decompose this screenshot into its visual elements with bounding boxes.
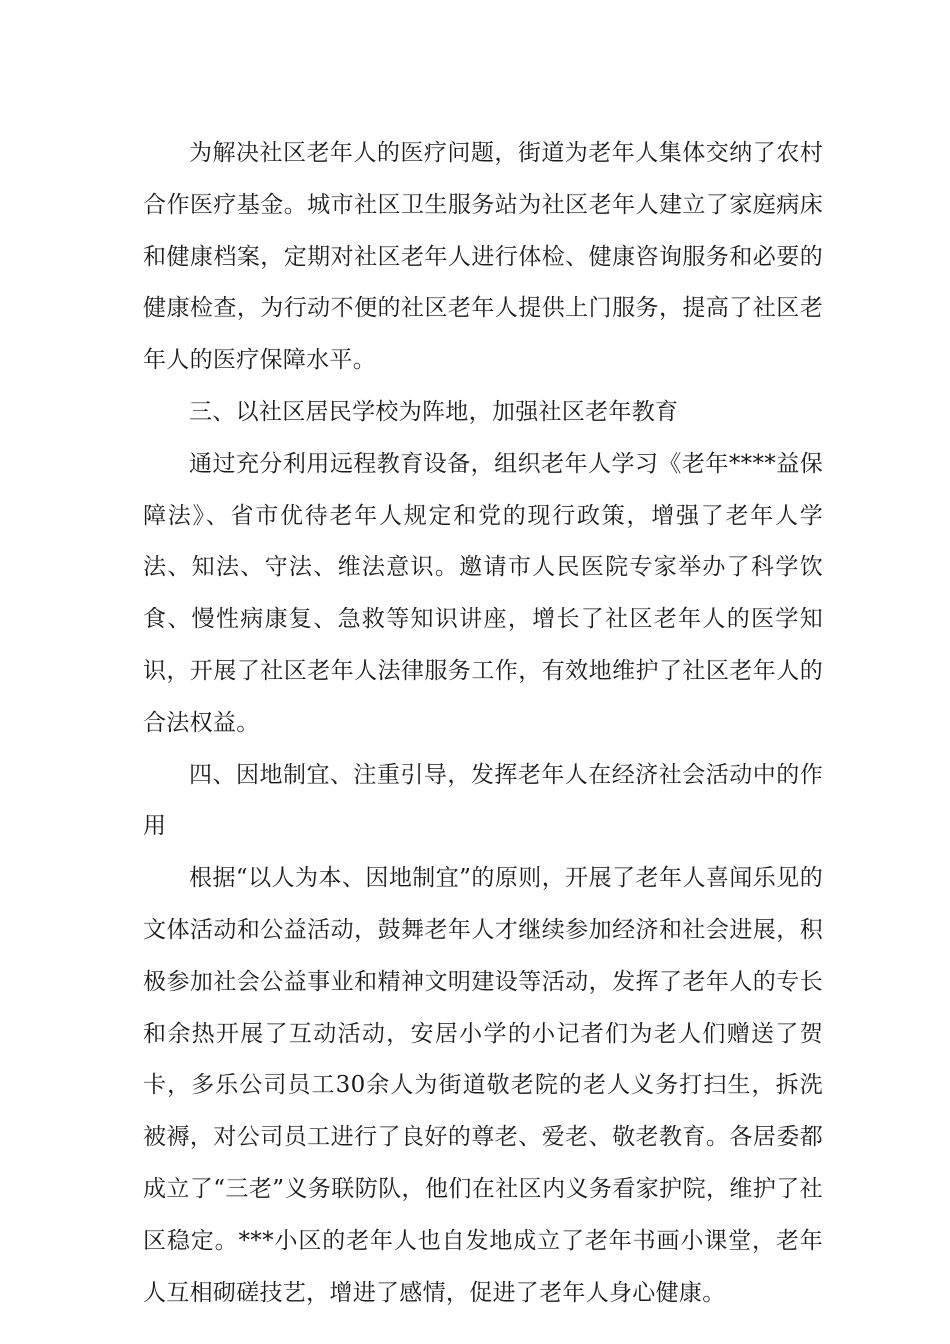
paragraph-social-activities: 根据“以人为本、因地制宜”的原则，开展了老年人喜闻乐见的文体活动和公益活动，鼓舞老年人才继续参加经济和社会进展，积极参加社会公益事业和精神文明建设等活动，发挥了老年人的专长和余热开展了互动活动，安居小学的小记者们为老人们赠送了贺卡，多乐公司员工30余人为街道敬老院的老人义务打扫生，拆洗被褥，对公司员工进行了良好的尊老、爱老、敬老教育。各居委都成立了“三老”义务联防队，他们在社区内义务看家护院，维护了社区稳定。***小区的老年人也自发地成立了老年书画小课堂，老年人互相砌磋技艺，增进了感情，促进了老年人身心健康。 bbox=[143, 865, 823, 1306]
section-heading-education: 三、以社区居民学校为阵地，加强社区老年教育 bbox=[189, 398, 679, 425]
paragraph-medical-care: 为解决社区老年人的医疗问题，街道为老年人集体交纳了农村合作医疗基金。城市社区卫生服务站为社区老年人建立了家庭病床和健康档案，定期对社区老年人进行体检、健康咨询服务和必要的健康检查，为行动不便的社区老年人提供上门服务，提高了社区老年人的医疗保障水平。 bbox=[143, 140, 823, 374]
document-body bbox=[143, 128, 823, 1319]
section-heading-social-role: 四、因地制宜、注重引导，发挥老年人在经济社会活动中的作用 bbox=[143, 761, 823, 840]
paragraph-education: 通过充分利用远程教育设备，组织老年人学习《老年****益保障法》、省市优待老年人规定和党的现行政策，增强了老年人学法、知法、守法、维法意识。邀请市人民医院专家举办了科学饮食、慢性病康复、急救等知识讲座，增长了社区老年人的医学知识，开展了社区老年人法律服务工作，有效地维护了社区老年人的合法权益。 bbox=[143, 450, 823, 736]
